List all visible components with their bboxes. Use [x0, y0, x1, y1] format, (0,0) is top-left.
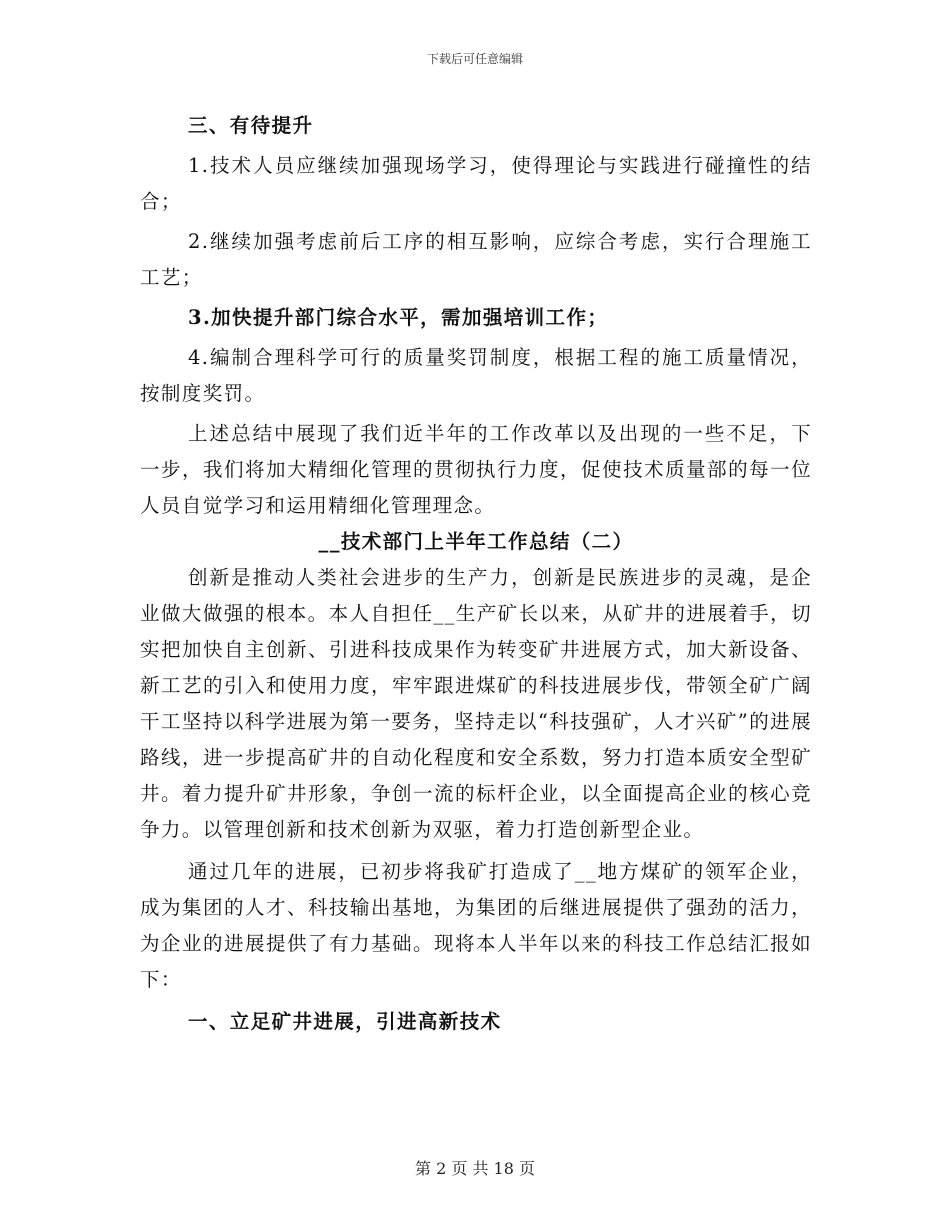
body-paragraph-innovation: 创新是推动人类社会进步的生产力，创新是民族进步的灵魂，是企业做大做强的根本。本人自担任__生产矿长以来，从矿井的进展着手，切实把加快自主创新、引进科技成果作为转变矿井进展方式，加大新设备、新工艺的引入和使用力度，牢牢跟进煤矿的科技进展步伐，带领全矿广阔干工坚持以科学进展为第一要务，坚持走以“科技强矿，人才兴矿”的进展路线，进一步提高矿井的自动化程度和安全系数，努力打造本质安全型矿井。着力提升矿井形象，争创一流的标杆企业，以全面提高企业的核心竞争力。以管理创新和技术创新为双驱，着力打造创新型企业。: [140, 566, 812, 841]
section-heading-improvement: 三、有待提升: [188, 114, 314, 137]
improvement-item-3: 3.加快提升部门综合水平，需加强培训工作；: [188, 306, 609, 329]
summary-paragraph: 上述总结中展现了我们近半年的工作改革以及出现的一些不足，下一步，我们将加大精细化管理的贯彻执行力度，促使技术质量部的每一位人员自觉学习和运用精细化管理理念。: [140, 422, 812, 517]
section-heading-technology: 一、立足矿井进展，引进高新技术: [188, 1010, 502, 1033]
improvement-item-2: 2.继续加强考虑前后工序的相互影响，应综合考虑，实行合理施工工艺；: [140, 230, 812, 289]
page-number: 第 2 页 共 18 页: [415, 1159, 535, 1178]
improvement-item-1: 1.技术人员应继续加强现场学习，使得理论与实践进行碰撞性的结合；: [140, 154, 812, 213]
document-title: __技术部门上半年工作总结（二）: [318, 530, 634, 553]
page-header: 下载后可任意编辑: [426, 52, 523, 66]
body-paragraph-progress: 通过几年的进展，已初步将我矿打造成了__地方煤矿的领军企业，成为集团的人才、科技输出基地，为集团的后继进展提供了强劲的活力，为企业的进展提供了有力基础。现将本人半年以来的科技工作总结汇报如下：: [140, 860, 812, 991]
document-body: [140, 108, 812, 1040]
improvement-item-4: 4.编制合理科学可行的质量奖罚制度，根据工程的施工质量情况，按制度奖罚。: [140, 346, 812, 405]
